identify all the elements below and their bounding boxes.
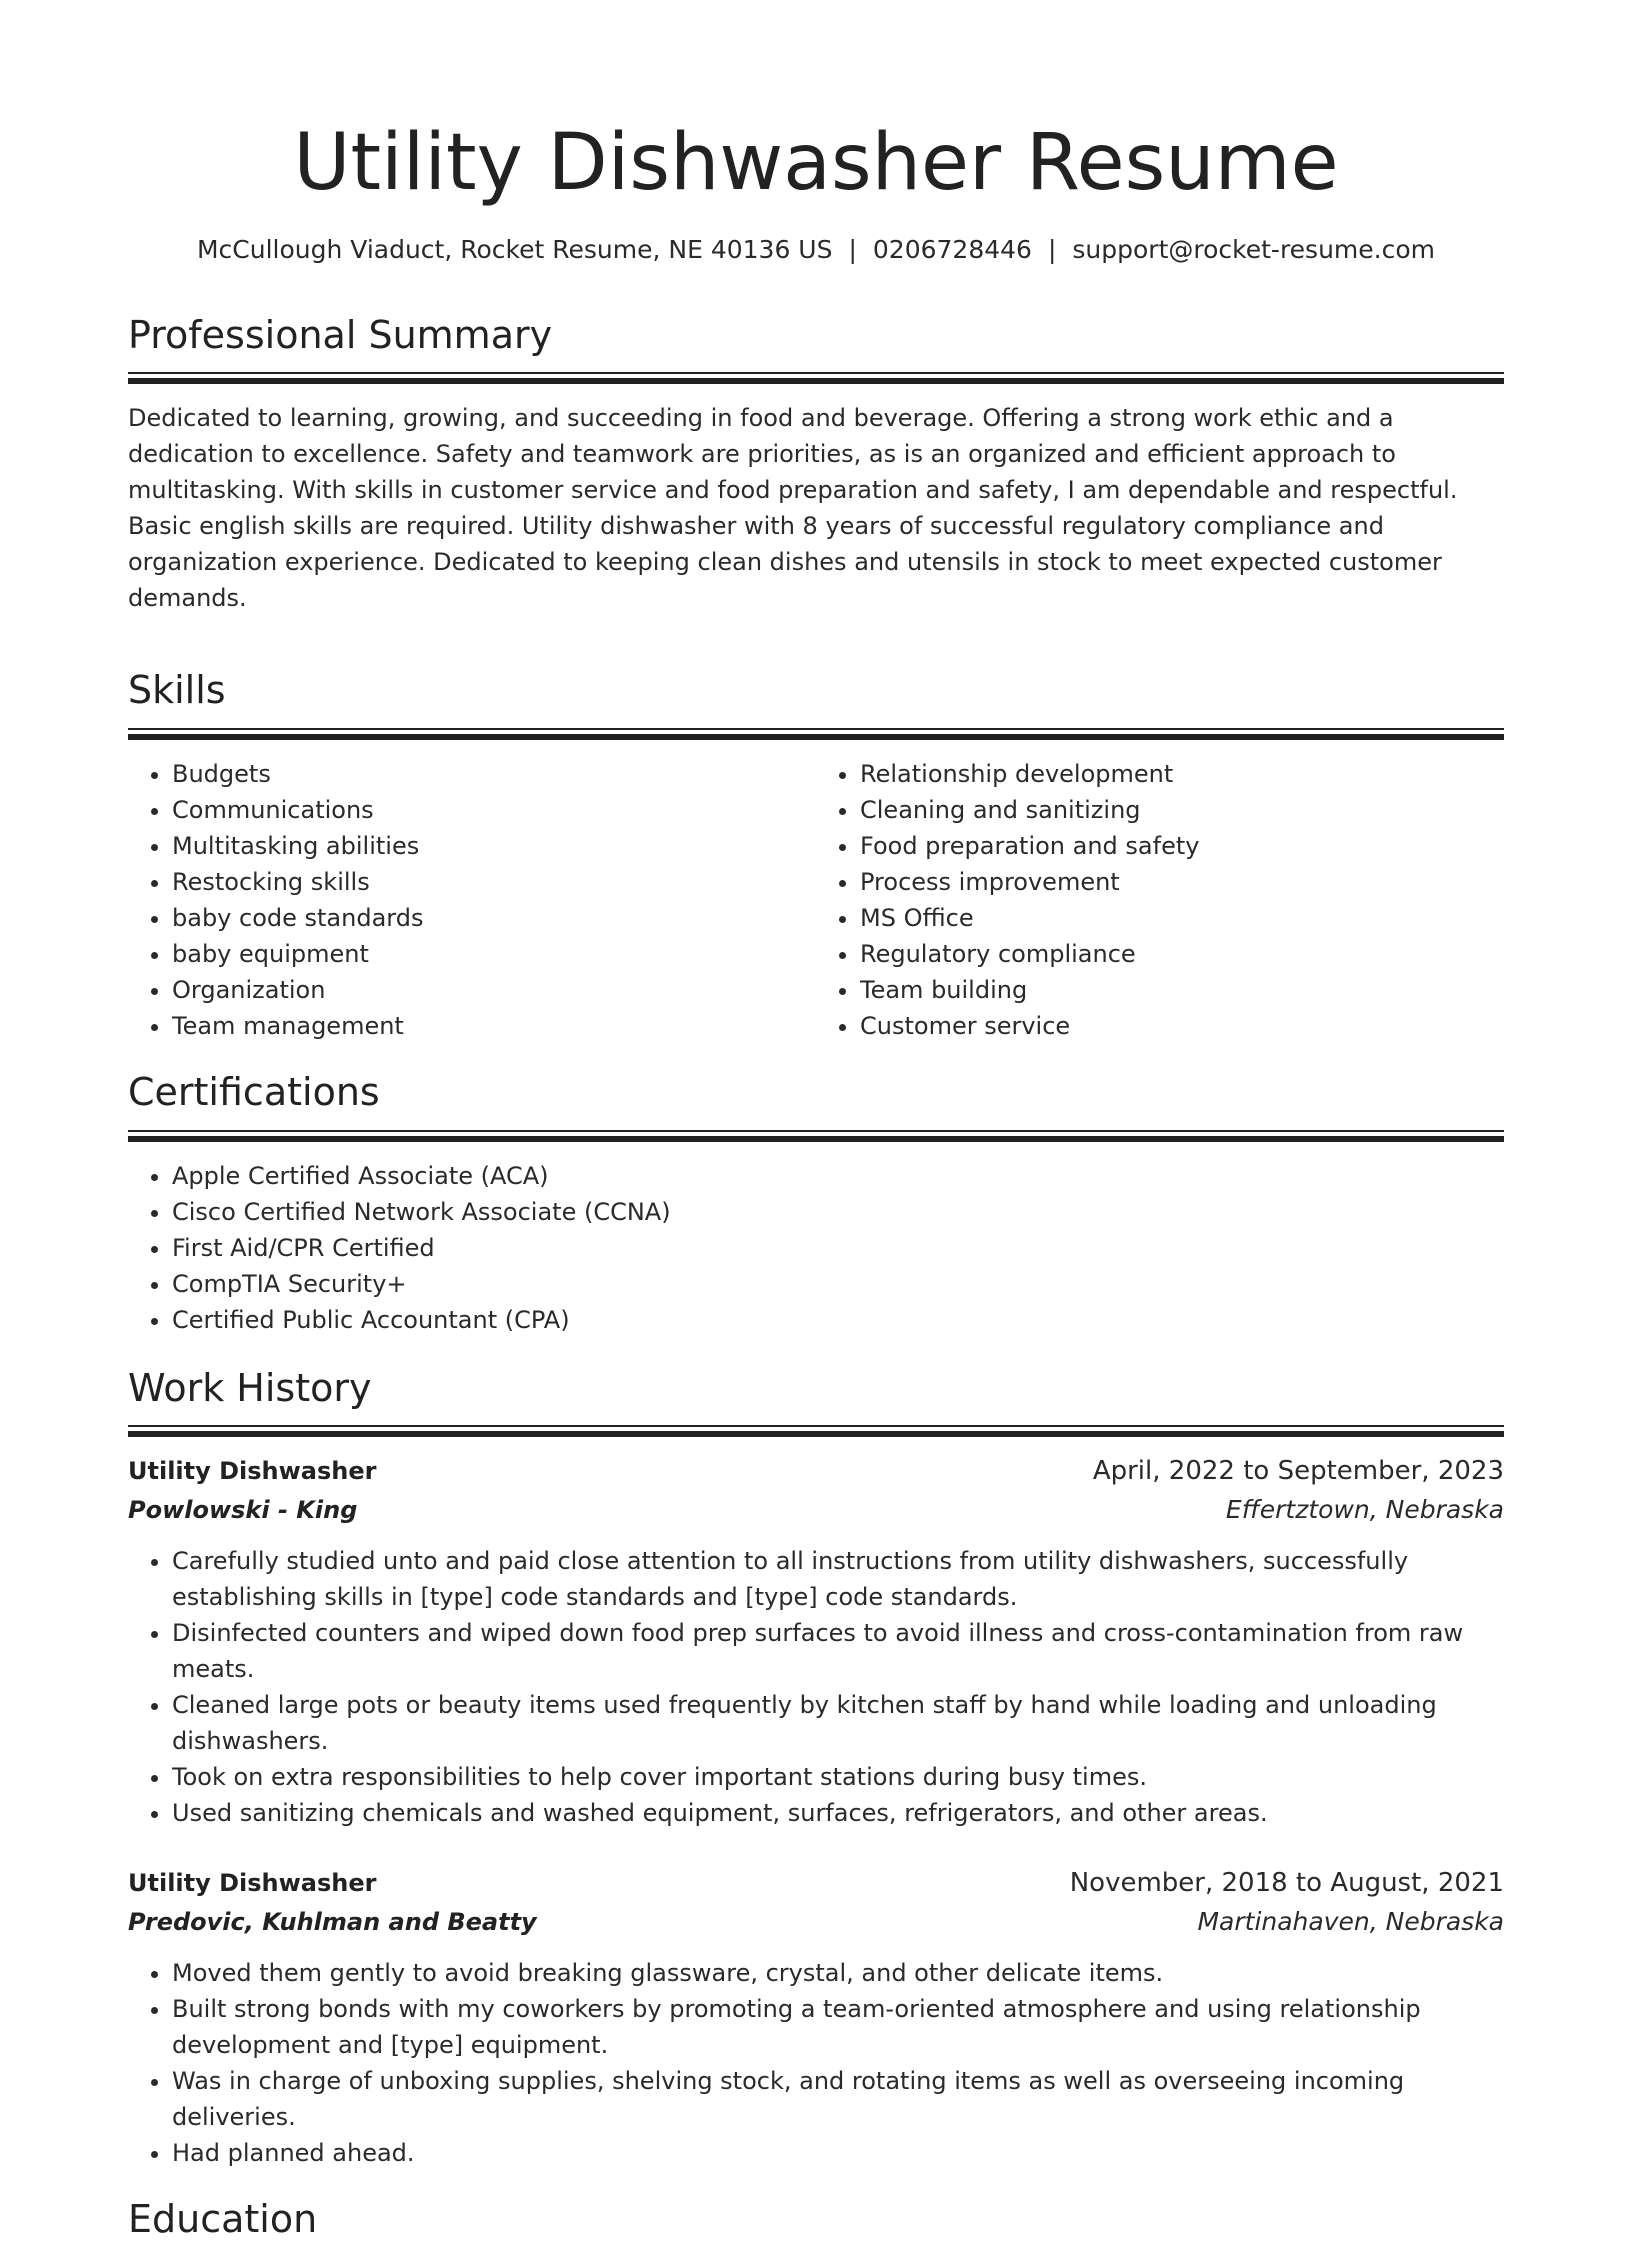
job-bullet: • Was in charge of unboxing supplies, shelving stock, and rotating items as well as overseeing incoming deliveries. xyxy=(172,2063,1504,2135)
skill-item: • Restocking skills xyxy=(172,864,816,900)
certification-item: • CompTIA Security+ xyxy=(172,1266,1504,1302)
skill-item: • Process improvement xyxy=(860,864,1504,900)
resume-title: Utility Dishwasher Resume xyxy=(293,118,1339,208)
professional-summary-section xyxy=(128,265,1504,617)
skill-item: • MS Office xyxy=(860,900,1504,936)
job-bullet: • Disinfected counters and wiped down food prep surfaces to avoid illness and cross-contamination from raw meats. xyxy=(172,1615,1504,1687)
skill-item: • Communications xyxy=(172,792,816,828)
section-divider xyxy=(128,1130,1504,1142)
job-dates: November, 2018 to August, 2021 xyxy=(1069,1868,1504,1899)
job-bullet: • Had planned ahead. xyxy=(172,2135,1504,2171)
job-bullet: • Cleaned large pots or beauty items used frequently by kitchen staff by hand while loading and unloading dishwashers. xyxy=(172,1687,1504,1759)
job-bullets xyxy=(128,1955,1504,2171)
job-bullet: • Took on extra responsibilities to help cover important stations during busy times. xyxy=(172,1759,1504,1795)
section-heading: Skills xyxy=(128,668,226,713)
skills-grid xyxy=(128,756,1504,1044)
summary-text: Dedicated to learning, growing, and succeeding in food and beverage. Offering a strong work ethic and a dedication to excellence. Safety and teamwork are priorities, as is an organized and efficient approach to multitasking. With skills in customer service and food preparation and safety, I am dependable and respectful. Basic english skills are required. Utility dishwasher with 8 years of successful regulatory compliance and organization experience. Dedicated to keeping clean dishes and utensils in stock to meet expected customer demands. xyxy=(128,404,1458,613)
job-title: Utility Dishwasher xyxy=(128,1869,377,1898)
skill-item: • Relationship development xyxy=(860,756,1504,792)
skill-item: • Organization xyxy=(172,972,816,1008)
job-header-row xyxy=(128,1863,1504,1903)
skills-list-left xyxy=(128,756,816,1044)
job-location: Martinahaven, Nebraska xyxy=(1197,1907,1504,1937)
job-bullet: • Built strong bonds with my coworkers by promoting a team-oriented atmosphere and using relationship development and [type] equipment. xyxy=(172,1991,1504,2063)
job-company-row xyxy=(128,1903,1504,1941)
section-divider xyxy=(128,1425,1504,1437)
section-divider xyxy=(128,728,1504,740)
skill-item: • Food preparation and safety xyxy=(860,828,1504,864)
job-company-row xyxy=(128,1491,1504,1529)
skill-item: • Team building xyxy=(860,972,1504,1008)
section-heading: Work History xyxy=(128,1365,372,1410)
job-title: Utility Dishwasher xyxy=(128,1457,377,1486)
skills-list-right xyxy=(816,756,1504,1044)
skill-item: • Regulatory compliance xyxy=(860,936,1504,972)
certification-item: • First Aid/CPR Certified xyxy=(172,1230,1504,1266)
contact-separator: | xyxy=(848,234,857,264)
job-location: Effertztown, Nebraska xyxy=(1225,1495,1504,1525)
job-bullet: • Carefully studied unto and paid close attention to all instructions from utility dishwashers, successfully establishing skills in [type] code standards and [type] code standards. xyxy=(172,1543,1504,1615)
contact-email: support@rocket-resume.com xyxy=(1072,234,1436,264)
contact-line xyxy=(128,235,1504,265)
section-heading: Education xyxy=(128,2197,318,2242)
skill-item: • Customer service xyxy=(860,1008,1504,1044)
section-heading: Certifications xyxy=(128,1069,380,1114)
section-divider xyxy=(128,372,1504,384)
job-entry xyxy=(128,1451,1504,1831)
skill-item: • baby equipment xyxy=(172,936,816,972)
job-dates: April, 2022 to September, 2023 xyxy=(1092,1456,1504,1487)
job-bullets xyxy=(128,1543,1504,1831)
certification-item: • Certified Public Accountant (CPA) xyxy=(172,1302,1504,1338)
job-bullet: • Used sanitizing chemicals and washed equipment, surfaces, refrigerators, and other areas. xyxy=(172,1795,1504,1831)
section-heading: Professional Summary xyxy=(128,312,553,357)
certifications-section xyxy=(128,1044,1504,1338)
job-bullet: • Moved them gently to avoid breaking glassware, crystal, and other delicate items. xyxy=(172,1955,1504,1991)
certification-item: • Cisco Certified Network Associate (CCNA) xyxy=(172,1194,1504,1230)
contact-phone: 0206728446 xyxy=(872,234,1032,264)
job-header-row xyxy=(128,1451,1504,1491)
contact-address: McCullough Viaduct, Rocket Resume, NE 40136 US xyxy=(196,234,833,264)
work-history-section xyxy=(128,1338,1504,2172)
skill-item: • Cleaning and sanitizing xyxy=(860,792,1504,828)
job-company: Predovic, Kuhlman and Beatty xyxy=(128,1908,537,1937)
skill-item: • baby code standards xyxy=(172,900,816,936)
skill-item: • Budgets xyxy=(172,756,816,792)
job-entry xyxy=(128,1863,1504,2171)
contact-separator: | xyxy=(1047,234,1057,264)
skill-item: • Team management xyxy=(172,1008,816,1044)
skill-item: • Multitasking abilities xyxy=(172,828,816,864)
education-section xyxy=(128,2171,1504,2243)
certifications-list xyxy=(128,1158,1504,1338)
job-company: Powlowski - King xyxy=(128,1496,358,1525)
skills-section xyxy=(128,640,1504,1044)
certification-item: • Apple Certified Associate (ACA) xyxy=(172,1158,1504,1194)
